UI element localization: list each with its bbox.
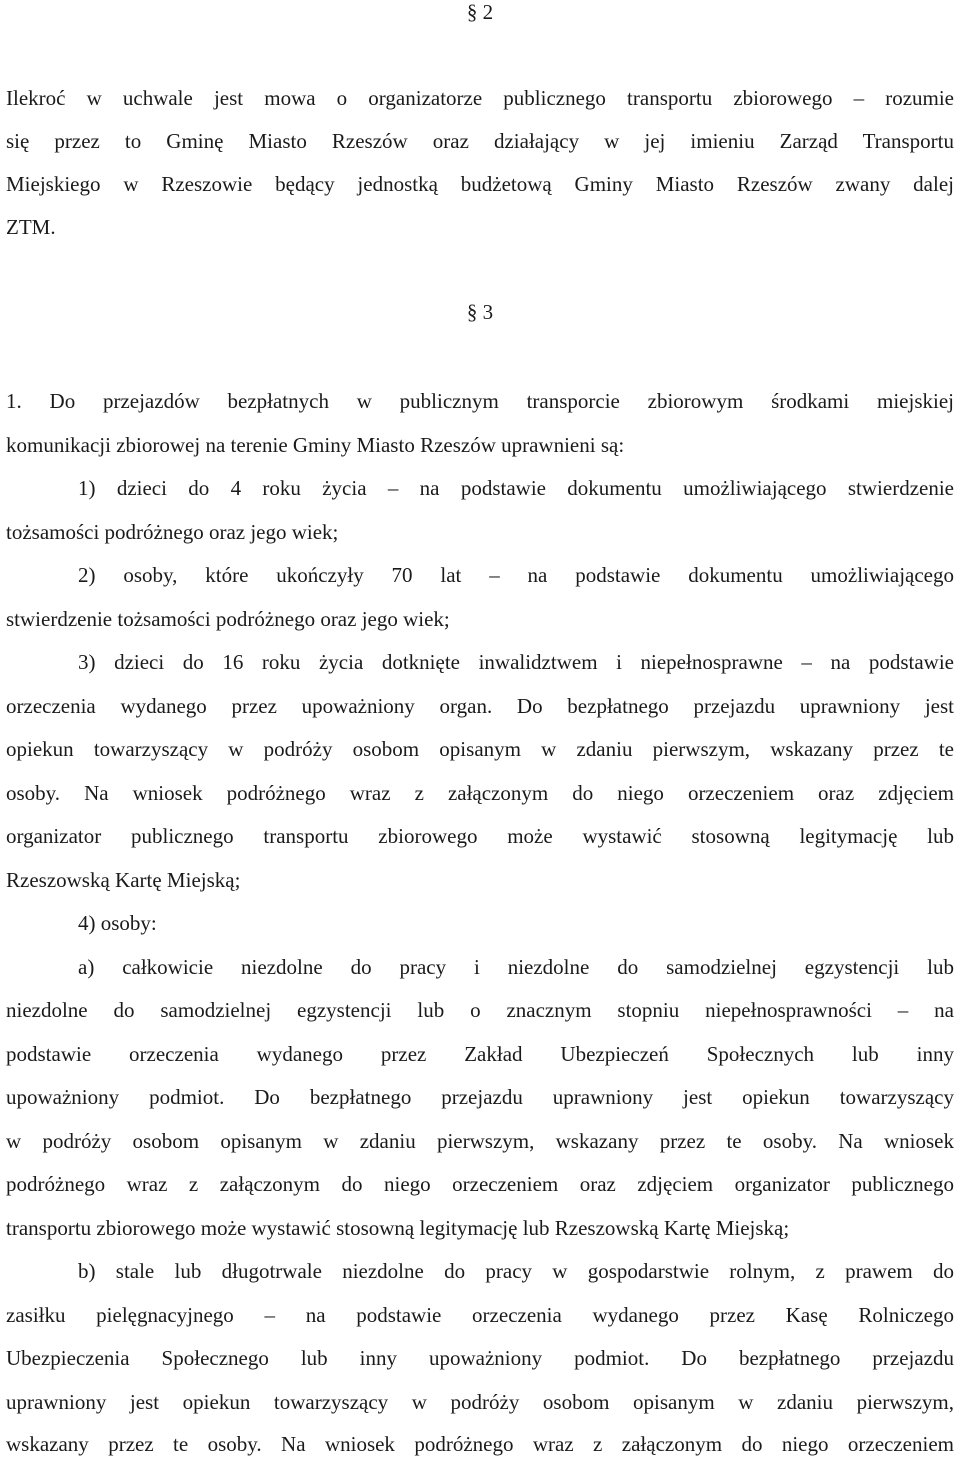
text-line: tożsamości podróżnego oraz jego wiek;	[6, 520, 339, 544]
text-line: podstawie orzeczenia wydanego przez Zakład Ubezpieczeń Społecznych lub inny	[6, 1042, 954, 1066]
text-line: stwierdzenie tożsamości podróżnego oraz jego wiek;	[6, 607, 450, 631]
text-line: Rzeszowską Kartę Miejską;	[6, 868, 241, 892]
text-line: Miejskiego w Rzeszowie będący jednostką budżetową Gminy Miasto Rzeszów zwany dalej	[6, 172, 954, 196]
section-heading-3: § 3	[466, 300, 494, 324]
text-line: 1. Do przejazdów bezpłatnych w publicznym transporcie zbiorowym środkami miejskiej	[6, 389, 954, 413]
list-item-4: 4) osoby:	[78, 911, 157, 935]
sub-item-a: a) całkowicie niezdolne do pracy i niezdolne do samodzielnej egzystencji lub	[78, 955, 954, 979]
list-item-3: 3) dzieci do 16 roku życia dotknięte inwalidztwem i niepełnosprawne – na podstawie	[78, 650, 954, 674]
list-item-2: 2) osoby, które ukończyły 70 lat – na podstawie dokumentu umożliwiającego	[78, 563, 954, 587]
text-line: Ilekroć w uchwale jest mowa o organizatorze publicznego transportu zbiorowego – rozumie	[6, 86, 954, 110]
text-line: komunikacji zbiorowej na terenie Gminy Miasto Rzeszów uprawnieni są:	[6, 433, 625, 457]
text-line: wskazany przez te osoby. Na wniosek podróżnego wraz z załączonym do niego orzeczeniem	[6, 1432, 954, 1456]
text-line: organizator publicznego transportu zbiorowego może wystawić stosowną legitymację lub	[6, 824, 954, 848]
section-heading-2: § 2	[466, 0, 494, 24]
text-line: orzeczenia wydanego przez upoważniony organ. Do bezpłatnego przejazdu uprawniony jest	[6, 694, 954, 718]
text-line: osoby. Na wniosek podróżnego wraz z załączonym do niego orzeczeniem oraz zdjęciem	[6, 781, 954, 805]
text-line: ZTM.	[6, 215, 56, 239]
text-line: upoważniony podmiot. Do bezpłatnego przejazdu uprawniony jest opiekun towarzyszący	[6, 1085, 954, 1109]
list-item-1: 1) dzieci do 4 roku życia – na podstawie dokumentu umożliwiającego stwierdzenie	[78, 476, 954, 500]
text-line: Ubezpieczenia Społecznego lub inny upoważniony podmiot. Do bezpłatnego przejazdu	[6, 1346, 954, 1370]
text-line: transportu zbiorowego może wystawić stosowną legitymację lub Rzeszowską Kartę Miejską;	[6, 1216, 790, 1240]
text-line: się przez to Gminę Miasto Rzeszów oraz działający w jej imieniu Zarząd Transportu	[6, 129, 954, 153]
text-line: w podróży osobom opisanym w zdaniu pierwszym, wskazany przez te osoby. Na wniosek	[6, 1129, 954, 1153]
text-line: niezdolne do samodzielnej egzystencji lub o znacznym stopniu niepełnosprawności – na	[6, 998, 954, 1022]
text-line: uprawniony jest opiekun towarzyszący w podróży osobom opisanym w zdaniu pierwszym,	[6, 1390, 954, 1414]
sub-item-b: b) stale lub długotrwale niezdolne do pracy w gospodarstwie rolnym, z prawem do	[78, 1259, 954, 1283]
text-line: zasiłku pielęgnacyjnego – na podstawie orzeczenia wydanego przez Kasę Rolniczego	[6, 1303, 954, 1327]
text-line: opiekun towarzyszący w podróży osobom opisanym w zdaniu pierwszym, wskazany przez te	[6, 737, 954, 761]
text-line: podróżnego wraz z załączonym do niego orzeczeniem oraz zdjęciem organizator publicznego	[6, 1172, 954, 1196]
